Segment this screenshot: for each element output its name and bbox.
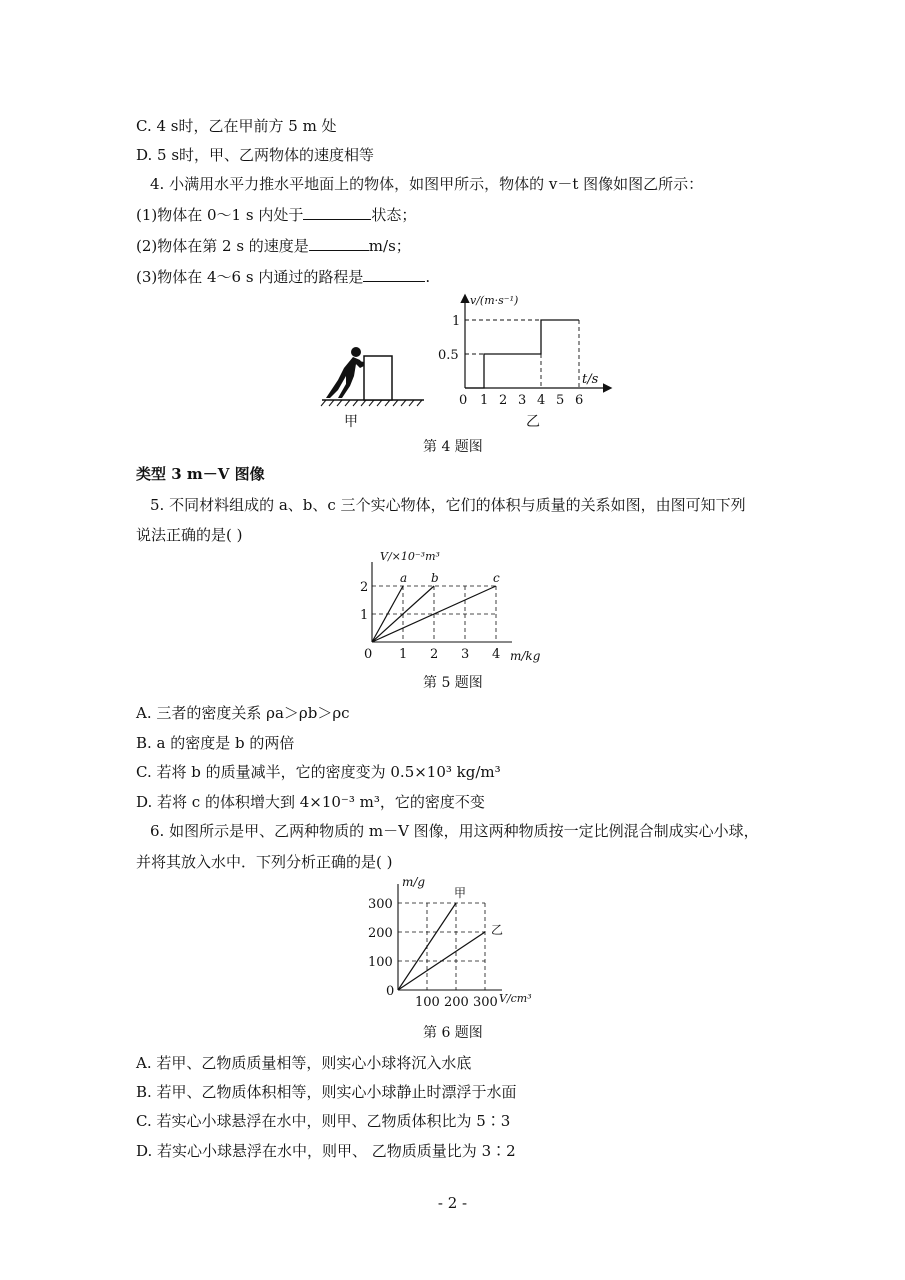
q5-option-b: B. a 的密度是 b 的两倍 <box>136 734 295 752</box>
q4-part2 <box>136 236 411 256</box>
answer-blank[interactable] <box>309 236 369 251</box>
series-label-a: a <box>400 571 408 585</box>
x-tick-label: 3 <box>518 393 527 408</box>
y-tick-label: 0 <box>386 984 395 999</box>
q5-stem-line2: 说法正确的是( ) <box>136 526 243 544</box>
x-tick-label: 2 <box>430 647 439 662</box>
figure-5-chart <box>352 548 552 666</box>
figure-6-chart <box>360 872 550 1012</box>
y-tick-label: 0.5 <box>438 348 459 363</box>
answer-blank[interactable] <box>303 205 371 220</box>
q3-option-c: C. 4 s时，乙在甲前方 5 m 处 <box>136 117 337 135</box>
x-tick-label: 100 <box>415 995 440 1010</box>
q4-part3-text: (3)物体在 4～6 s 内通过的路程是 <box>136 268 364 286</box>
x-tick-label: 4 <box>537 393 546 408</box>
figure-4-pushing-illustration <box>320 340 430 410</box>
figure-4-label-yi: 乙 <box>526 414 540 430</box>
x-tick-label: 1 <box>399 647 408 662</box>
series-label-c: c <box>493 571 500 585</box>
q5-option-a: A. 三者的密度关系 ρa＞ρb＞ρc <box>136 704 350 722</box>
y-axis-label: v/(m·s⁻¹) <box>470 294 519 307</box>
y-tick-label: 2 <box>360 580 369 595</box>
x-tick-label: 300 <box>473 995 498 1010</box>
q6-option-a: A. 若甲、乙物质质量相等，则实心小球将沉入水底 <box>136 1054 472 1072</box>
q4-part2-text: (2)物体在第 2 s 的速度是 <box>136 237 309 255</box>
x-tick-label: 0 <box>364 647 373 662</box>
figure-4-caption: 第 4 题图 <box>423 439 483 455</box>
x-tick-label: 6 <box>575 393 584 408</box>
section-heading: 类型 3 m－V 图像 <box>136 465 265 483</box>
q6-option-c: C. 若实心小球悬浮在水中，则甲、乙物质体积比为 5∶3 <box>136 1112 511 1130</box>
x-tick-label: 1 <box>480 393 489 408</box>
series-label-乙: 乙 <box>491 923 504 937</box>
q6-stem-line2: 并将其放入水中．下列分析正确的是( ) <box>136 853 393 871</box>
q6-option-b: B. 若甲、乙物质体积相等，则实心小球静止时漂浮于水面 <box>136 1083 517 1101</box>
figure-4-label-jia: 甲 <box>344 414 358 430</box>
q5-stem-line1: 5. 不同材料组成的 a、b、c 三个实心物体，它们的体积与质量的关系如图，由图可知下列 <box>150 496 746 514</box>
x-tick-label: 4 <box>492 647 501 662</box>
page-number: - 2 - <box>437 1194 468 1212</box>
answer-blank[interactable] <box>363 267 425 282</box>
q4-stem: 4. 小满用水平力推水平地面上的物体，如图甲所示，物体的 v－t 图像如图乙所示： <box>150 175 704 193</box>
x-axis-label: V/cm³ <box>499 992 532 1005</box>
q5-option-d: D. 若将 c 的体积增大到 4×10⁻³ m³，它的密度不变 <box>136 793 485 811</box>
y-tick-label: 1 <box>452 314 461 329</box>
y-axis-label: V/×10⁻³m³ <box>380 550 440 563</box>
x-axis-label: m/kg <box>510 649 541 663</box>
y-tick-label: 200 <box>368 926 393 941</box>
series-label-甲: 甲 <box>454 886 467 900</box>
y-tick-label: 100 <box>368 955 393 970</box>
q4-part1-suffix: 状态； <box>371 206 417 224</box>
x-tick-label: 2 <box>499 393 508 408</box>
figure-4-vt-chart <box>430 288 620 418</box>
x-tick-label: 5 <box>556 393 565 408</box>
figure-5-caption: 第 5 题图 <box>423 675 483 691</box>
q4-part3-suffix: . <box>425 268 431 286</box>
q4-part3 <box>136 267 430 287</box>
q3-option-d: D. 5 s时，甲、乙两物体的速度相等 <box>136 146 375 164</box>
y-tick-label: 300 <box>368 897 393 912</box>
q5-option-c: C. 若将 b 的质量减半，它的密度变为 0.5×10³ kg/m³ <box>136 763 501 781</box>
series-label-b: b <box>431 571 439 585</box>
x-tick-label: 3 <box>461 647 470 662</box>
series-line-a <box>372 586 403 642</box>
y-tick-label: 1 <box>360 608 369 623</box>
q6-option-d: D. 若实心小球悬浮在水中，则甲、 乙物质质量比为 3∶2 <box>136 1142 516 1160</box>
figure-6-caption: 第 6 题图 <box>423 1025 483 1041</box>
x-axis-label: t/s <box>582 372 599 387</box>
y-axis-label: m/g <box>402 875 426 889</box>
x-tick-label: 200 <box>444 995 469 1010</box>
x-tick-label: 0 <box>459 393 468 408</box>
q6-stem-line1: 6. 如图所示是甲、乙两种物质的 m－V 图像，用这两种物质按一定比例混合制成实心小球， <box>150 822 759 840</box>
q4-part1 <box>136 205 416 225</box>
q4-part1-text: (1)物体在 0～1 s 内处于 <box>136 206 304 224</box>
q4-part2-suffix: m/s； <box>368 237 411 255</box>
